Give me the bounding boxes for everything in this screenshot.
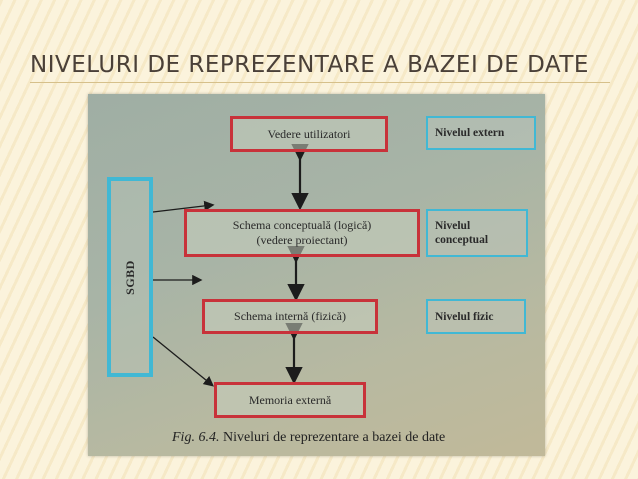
node-user-view [230, 116, 388, 152]
edge-sgbd-memory [153, 337, 212, 385]
figure-caption-text: Niveluri de reprezentare a bazei de date [222, 430, 446, 445]
level-conceptual [426, 209, 528, 257]
sgbd-box [107, 177, 153, 377]
node-conceptual-schema [184, 209, 420, 257]
slide-title: NIVELURI DE REPREZENTARE A BAZEI DE DATE [30, 52, 589, 78]
figure-caption [172, 430, 445, 446]
node-external-memory [214, 382, 366, 418]
level-physical-label: Nivelul fizic [435, 310, 494, 323]
title-underline [30, 82, 610, 83]
level-conceptual-line1: Nivelul [435, 220, 471, 232]
node-conceptual-schema-line2: (vedere proiectant) [256, 233, 348, 247]
sgbd-label: SGBD [122, 259, 137, 295]
level-external [426, 116, 536, 150]
level-external-label: Nivelul extern [435, 127, 505, 139]
diagram-photo [88, 94, 545, 456]
node-internal-schema-label: Schema internă (fizică) [234, 309, 346, 323]
level-physical [426, 299, 526, 334]
node-internal-schema [202, 299, 378, 334]
node-user-view-label: Vedere utilizatori [267, 126, 351, 141]
node-external-memory-label: Memoria externă [248, 392, 332, 407]
figure-caption-number: Fig. 6.4. [172, 430, 220, 445]
level-conceptual-line2: conceptual [435, 234, 489, 246]
node-conceptual-schema-line1: Schema conceptuală (logică) [232, 218, 372, 232]
